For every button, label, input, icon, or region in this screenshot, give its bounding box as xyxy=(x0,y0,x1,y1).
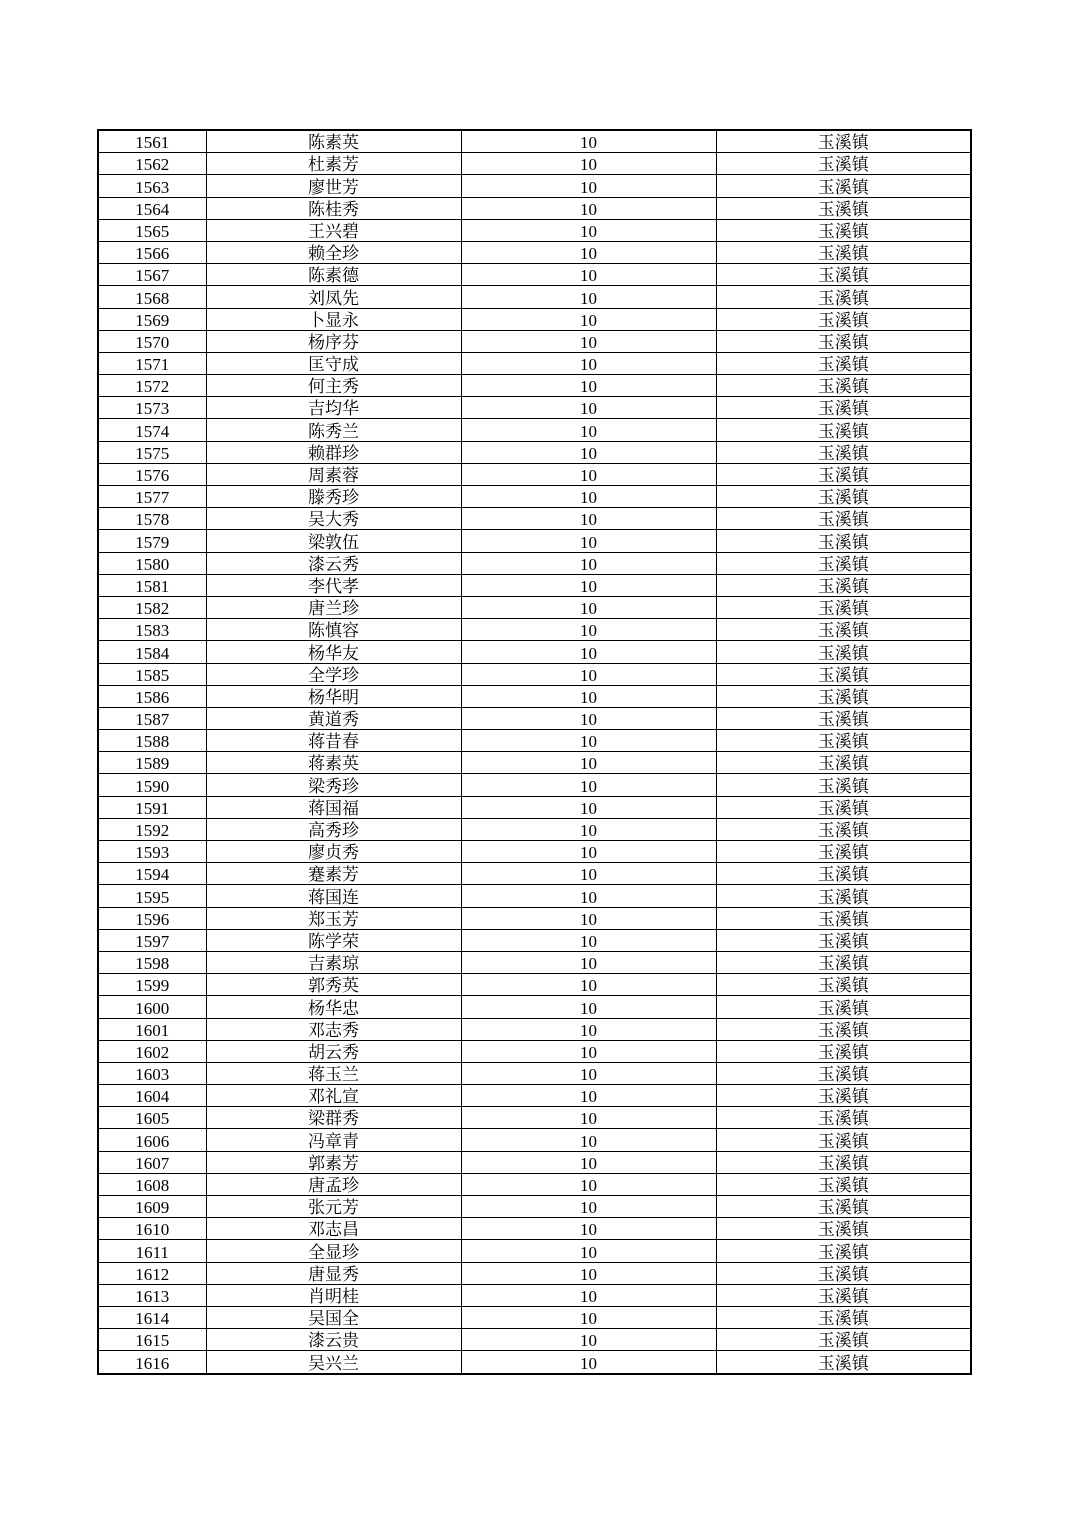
amount-cell: 10 xyxy=(461,486,716,508)
row-number-cell: 1598 xyxy=(98,951,206,973)
row-number-cell: 1576 xyxy=(98,463,206,485)
amount-cell: 10 xyxy=(461,175,716,197)
table-row xyxy=(98,419,971,441)
row-number-cell: 1577 xyxy=(98,486,206,508)
town-cell: 玉溪镇 xyxy=(716,175,971,197)
name-cell: 杨华忠 xyxy=(206,996,461,1018)
town-cell: 玉溪镇 xyxy=(716,951,971,973)
amount-cell: 10 xyxy=(461,1085,716,1107)
name-cell: 邓志昌 xyxy=(206,1218,461,1240)
amount-cell: 10 xyxy=(461,1262,716,1284)
amount-cell: 10 xyxy=(461,1062,716,1084)
table-row xyxy=(98,885,971,907)
amount-cell: 10 xyxy=(461,153,716,175)
town-cell: 玉溪镇 xyxy=(716,863,971,885)
town-cell: 玉溪镇 xyxy=(716,974,971,996)
table-row xyxy=(98,352,971,374)
amount-cell: 10 xyxy=(461,419,716,441)
table-row xyxy=(98,530,971,552)
town-cell: 玉溪镇 xyxy=(716,1351,971,1374)
name-cell: 吴大秀 xyxy=(206,508,461,530)
table-row xyxy=(98,1151,971,1173)
amount-cell: 10 xyxy=(461,596,716,618)
amount-cell: 10 xyxy=(461,1351,716,1374)
table-row xyxy=(98,774,971,796)
amount-cell: 10 xyxy=(461,1107,716,1129)
amount-cell: 10 xyxy=(461,1218,716,1240)
amount-cell: 10 xyxy=(461,907,716,929)
name-cell: 陈秀兰 xyxy=(206,419,461,441)
table-row xyxy=(98,1284,971,1306)
row-number-cell: 1574 xyxy=(98,419,206,441)
town-cell: 玉溪镇 xyxy=(716,1196,971,1218)
town-cell: 玉溪镇 xyxy=(716,1151,971,1173)
amount-cell: 10 xyxy=(461,441,716,463)
row-number-cell: 1597 xyxy=(98,929,206,951)
table-row xyxy=(98,1351,971,1374)
amount-cell: 10 xyxy=(461,1018,716,1040)
name-cell: 赖全珍 xyxy=(206,241,461,263)
town-cell: 玉溪镇 xyxy=(716,463,971,485)
name-cell: 吴兴兰 xyxy=(206,1351,461,1374)
row-number-cell: 1583 xyxy=(98,619,206,641)
row-number-cell: 1600 xyxy=(98,996,206,1018)
table-row xyxy=(98,574,971,596)
amount-cell: 10 xyxy=(461,1173,716,1195)
roster-table xyxy=(97,129,972,1375)
amount-cell: 10 xyxy=(461,130,716,153)
row-number-cell: 1602 xyxy=(98,1040,206,1062)
name-cell: 杨华明 xyxy=(206,685,461,707)
row-number-cell: 1596 xyxy=(98,907,206,929)
row-number-cell: 1581 xyxy=(98,574,206,596)
amount-cell: 10 xyxy=(461,397,716,419)
table-row xyxy=(98,1196,971,1218)
town-cell: 玉溪镇 xyxy=(716,752,971,774)
town-cell: 玉溪镇 xyxy=(716,1284,971,1306)
town-cell: 玉溪镇 xyxy=(716,885,971,907)
amount-cell: 10 xyxy=(461,264,716,286)
name-cell: 冯章青 xyxy=(206,1129,461,1151)
name-cell: 吉素琼 xyxy=(206,951,461,973)
name-cell: 廖贞秀 xyxy=(206,841,461,863)
row-number-cell: 1562 xyxy=(98,153,206,175)
table-row xyxy=(98,596,971,618)
name-cell: 黄道秀 xyxy=(206,707,461,729)
table-row xyxy=(98,863,971,885)
name-cell: 卜显永 xyxy=(206,308,461,330)
amount-cell: 10 xyxy=(461,197,716,219)
row-number-cell: 1571 xyxy=(98,352,206,374)
town-cell: 玉溪镇 xyxy=(716,730,971,752)
town-cell: 玉溪镇 xyxy=(716,441,971,463)
row-number-cell: 1565 xyxy=(98,219,206,241)
row-number-cell: 1568 xyxy=(98,286,206,308)
town-cell: 玉溪镇 xyxy=(716,241,971,263)
row-number-cell: 1567 xyxy=(98,264,206,286)
row-number-cell: 1588 xyxy=(98,730,206,752)
row-number-cell: 1566 xyxy=(98,241,206,263)
table-row xyxy=(98,663,971,685)
town-cell: 玉溪镇 xyxy=(716,197,971,219)
table-row xyxy=(98,1240,971,1262)
table-row xyxy=(98,685,971,707)
amount-cell: 10 xyxy=(461,352,716,374)
amount-cell: 10 xyxy=(461,241,716,263)
row-number-cell: 1611 xyxy=(98,1240,206,1262)
roster-table-body xyxy=(98,130,971,1374)
row-number-cell: 1569 xyxy=(98,308,206,330)
name-cell: 吉均华 xyxy=(206,397,461,419)
row-number-cell: 1572 xyxy=(98,375,206,397)
amount-cell: 10 xyxy=(461,885,716,907)
table-row xyxy=(98,130,971,153)
name-cell: 杨华友 xyxy=(206,641,461,663)
amount-cell: 10 xyxy=(461,818,716,840)
amount-cell: 10 xyxy=(461,685,716,707)
amount-cell: 10 xyxy=(461,730,716,752)
table-row xyxy=(98,1107,971,1129)
row-number-cell: 1612 xyxy=(98,1262,206,1284)
name-cell: 唐显秀 xyxy=(206,1262,461,1284)
town-cell: 玉溪镇 xyxy=(716,375,971,397)
row-number-cell: 1599 xyxy=(98,974,206,996)
name-cell: 唐兰珍 xyxy=(206,596,461,618)
name-cell: 李代孝 xyxy=(206,574,461,596)
table-row xyxy=(98,996,971,1018)
name-cell: 全显珍 xyxy=(206,1240,461,1262)
name-cell: 梁秀珍 xyxy=(206,774,461,796)
name-cell: 匡守成 xyxy=(206,352,461,374)
row-number-cell: 1608 xyxy=(98,1173,206,1195)
row-number-cell: 1613 xyxy=(98,1284,206,1306)
name-cell: 蒋玉兰 xyxy=(206,1062,461,1084)
town-cell: 玉溪镇 xyxy=(716,774,971,796)
town-cell: 玉溪镇 xyxy=(716,286,971,308)
table-row xyxy=(98,1085,971,1107)
name-cell: 陈素德 xyxy=(206,264,461,286)
row-number-cell: 1589 xyxy=(98,752,206,774)
name-cell: 张元芳 xyxy=(206,1196,461,1218)
name-cell: 蒋素英 xyxy=(206,752,461,774)
name-cell: 陈慎容 xyxy=(206,619,461,641)
amount-cell: 10 xyxy=(461,1284,716,1306)
row-number-cell: 1604 xyxy=(98,1085,206,1107)
name-cell: 杨序芬 xyxy=(206,330,461,352)
town-cell: 玉溪镇 xyxy=(716,419,971,441)
amount-cell: 10 xyxy=(461,1329,716,1351)
table-row xyxy=(98,1018,971,1040)
row-number-cell: 1594 xyxy=(98,863,206,885)
table-row xyxy=(98,841,971,863)
row-number-cell: 1614 xyxy=(98,1306,206,1328)
table-row xyxy=(98,1129,971,1151)
row-number-cell: 1606 xyxy=(98,1129,206,1151)
table-row xyxy=(98,153,971,175)
name-cell: 郑玉芳 xyxy=(206,907,461,929)
table-row xyxy=(98,286,971,308)
name-cell: 王兴碧 xyxy=(206,219,461,241)
row-number-cell: 1605 xyxy=(98,1107,206,1129)
row-number-cell: 1593 xyxy=(98,841,206,863)
table-row xyxy=(98,308,971,330)
row-number-cell: 1579 xyxy=(98,530,206,552)
town-cell: 玉溪镇 xyxy=(716,1040,971,1062)
row-number-cell: 1610 xyxy=(98,1218,206,1240)
amount-cell: 10 xyxy=(461,530,716,552)
town-cell: 玉溪镇 xyxy=(716,996,971,1018)
row-number-cell: 1591 xyxy=(98,796,206,818)
town-cell: 玉溪镇 xyxy=(716,596,971,618)
row-number-cell: 1584 xyxy=(98,641,206,663)
amount-cell: 10 xyxy=(461,863,716,885)
amount-cell: 10 xyxy=(461,619,716,641)
town-cell: 玉溪镇 xyxy=(716,308,971,330)
amount-cell: 10 xyxy=(461,774,716,796)
town-cell: 玉溪镇 xyxy=(716,397,971,419)
amount-cell: 10 xyxy=(461,1196,716,1218)
table-row xyxy=(98,951,971,973)
town-cell: 玉溪镇 xyxy=(716,352,971,374)
name-cell: 郭素芳 xyxy=(206,1151,461,1173)
table-row xyxy=(98,796,971,818)
table-row xyxy=(98,441,971,463)
table-row xyxy=(98,730,971,752)
row-number-cell: 1582 xyxy=(98,596,206,618)
table-row xyxy=(98,486,971,508)
town-cell: 玉溪镇 xyxy=(716,1329,971,1351)
amount-cell: 10 xyxy=(461,330,716,352)
table-row xyxy=(98,1262,971,1284)
name-cell: 梁敦伍 xyxy=(206,530,461,552)
town-cell: 玉溪镇 xyxy=(716,641,971,663)
town-cell: 玉溪镇 xyxy=(716,130,971,153)
table-row xyxy=(98,1040,971,1062)
town-cell: 玉溪镇 xyxy=(716,1218,971,1240)
row-number-cell: 1609 xyxy=(98,1196,206,1218)
name-cell: 廖世芳 xyxy=(206,175,461,197)
name-cell: 陈桂秀 xyxy=(206,197,461,219)
amount-cell: 10 xyxy=(461,219,716,241)
town-cell: 玉溪镇 xyxy=(716,219,971,241)
table-row xyxy=(98,752,971,774)
name-cell: 陈素英 xyxy=(206,130,461,153)
table-row xyxy=(98,1329,971,1351)
amount-cell: 10 xyxy=(461,929,716,951)
town-cell: 玉溪镇 xyxy=(716,330,971,352)
table-row xyxy=(98,552,971,574)
town-cell: 玉溪镇 xyxy=(716,907,971,929)
town-cell: 玉溪镇 xyxy=(716,1062,971,1084)
row-number-cell: 1587 xyxy=(98,707,206,729)
town-cell: 玉溪镇 xyxy=(716,685,971,707)
table-row xyxy=(98,707,971,729)
amount-cell: 10 xyxy=(461,508,716,530)
amount-cell: 10 xyxy=(461,375,716,397)
town-cell: 玉溪镇 xyxy=(716,1262,971,1284)
name-cell: 杜素芳 xyxy=(206,153,461,175)
town-cell: 玉溪镇 xyxy=(716,1306,971,1328)
town-cell: 玉溪镇 xyxy=(716,663,971,685)
town-cell: 玉溪镇 xyxy=(716,707,971,729)
town-cell: 玉溪镇 xyxy=(716,818,971,840)
row-number-cell: 1575 xyxy=(98,441,206,463)
amount-cell: 10 xyxy=(461,1040,716,1062)
table-row xyxy=(98,375,971,397)
name-cell: 高秀珍 xyxy=(206,818,461,840)
row-number-cell: 1615 xyxy=(98,1329,206,1351)
amount-cell: 10 xyxy=(461,707,716,729)
amount-cell: 10 xyxy=(461,951,716,973)
amount-cell: 10 xyxy=(461,974,716,996)
name-cell: 滕秀珍 xyxy=(206,486,461,508)
name-cell: 邓礼宣 xyxy=(206,1085,461,1107)
table-row xyxy=(98,397,971,419)
name-cell: 陈学荣 xyxy=(206,929,461,951)
name-cell: 蒋国连 xyxy=(206,885,461,907)
amount-cell: 10 xyxy=(461,1306,716,1328)
name-cell: 吴国全 xyxy=(206,1306,461,1328)
name-cell: 蹇素芳 xyxy=(206,863,461,885)
table-row xyxy=(98,1218,971,1240)
name-cell: 梁群秀 xyxy=(206,1107,461,1129)
name-cell: 漆云贵 xyxy=(206,1329,461,1351)
row-number-cell: 1563 xyxy=(98,175,206,197)
table-row xyxy=(98,197,971,219)
row-number-cell: 1603 xyxy=(98,1062,206,1084)
row-number-cell: 1607 xyxy=(98,1151,206,1173)
amount-cell: 10 xyxy=(461,1151,716,1173)
row-number-cell: 1601 xyxy=(98,1018,206,1040)
amount-cell: 10 xyxy=(461,574,716,596)
name-cell: 蒋国福 xyxy=(206,796,461,818)
amount-cell: 10 xyxy=(461,286,716,308)
town-cell: 玉溪镇 xyxy=(716,1129,971,1151)
table-row xyxy=(98,264,971,286)
row-number-cell: 1564 xyxy=(98,197,206,219)
table-row xyxy=(98,974,971,996)
town-cell: 玉溪镇 xyxy=(716,1107,971,1129)
town-cell: 玉溪镇 xyxy=(716,929,971,951)
name-cell: 何主秀 xyxy=(206,375,461,397)
row-number-cell: 1616 xyxy=(98,1351,206,1374)
amount-cell: 10 xyxy=(461,841,716,863)
row-number-cell: 1595 xyxy=(98,885,206,907)
town-cell: 玉溪镇 xyxy=(716,552,971,574)
row-number-cell: 1590 xyxy=(98,774,206,796)
row-number-cell: 1586 xyxy=(98,685,206,707)
name-cell: 蒋昔春 xyxy=(206,730,461,752)
table-row xyxy=(98,619,971,641)
town-cell: 玉溪镇 xyxy=(716,574,971,596)
amount-cell: 10 xyxy=(461,552,716,574)
amount-cell: 10 xyxy=(461,1129,716,1151)
town-cell: 玉溪镇 xyxy=(716,841,971,863)
amount-cell: 10 xyxy=(461,663,716,685)
name-cell: 郭秀英 xyxy=(206,974,461,996)
amount-cell: 10 xyxy=(461,641,716,663)
town-cell: 玉溪镇 xyxy=(716,1085,971,1107)
table-row xyxy=(98,818,971,840)
table-row xyxy=(98,1306,971,1328)
row-number-cell: 1592 xyxy=(98,818,206,840)
town-cell: 玉溪镇 xyxy=(716,508,971,530)
town-cell: 玉溪镇 xyxy=(716,486,971,508)
table-row xyxy=(98,219,971,241)
table-row xyxy=(98,1062,971,1084)
table-row xyxy=(98,330,971,352)
name-cell: 肖明桂 xyxy=(206,1284,461,1306)
town-cell: 玉溪镇 xyxy=(716,619,971,641)
name-cell: 漆云秀 xyxy=(206,552,461,574)
amount-cell: 10 xyxy=(461,1240,716,1262)
amount-cell: 10 xyxy=(461,996,716,1018)
table-row xyxy=(98,175,971,197)
row-number-cell: 1585 xyxy=(98,663,206,685)
name-cell: 周素蓉 xyxy=(206,463,461,485)
row-number-cell: 1573 xyxy=(98,397,206,419)
town-cell: 玉溪镇 xyxy=(716,1018,971,1040)
name-cell: 邓志秀 xyxy=(206,1018,461,1040)
name-cell: 赖群珍 xyxy=(206,441,461,463)
table-row xyxy=(98,1173,971,1195)
amount-cell: 10 xyxy=(461,796,716,818)
table-row xyxy=(98,907,971,929)
row-number-cell: 1578 xyxy=(98,508,206,530)
amount-cell: 10 xyxy=(461,463,716,485)
town-cell: 玉溪镇 xyxy=(716,530,971,552)
town-cell: 玉溪镇 xyxy=(716,1240,971,1262)
name-cell: 全学珍 xyxy=(206,663,461,685)
table-row xyxy=(98,463,971,485)
town-cell: 玉溪镇 xyxy=(716,153,971,175)
town-cell: 玉溪镇 xyxy=(716,796,971,818)
row-number-cell: 1561 xyxy=(98,130,206,153)
name-cell: 刘凤先 xyxy=(206,286,461,308)
table-row xyxy=(98,641,971,663)
table-row xyxy=(98,929,971,951)
name-cell: 胡云秀 xyxy=(206,1040,461,1062)
table-row xyxy=(98,241,971,263)
row-number-cell: 1580 xyxy=(98,552,206,574)
town-cell: 玉溪镇 xyxy=(716,1173,971,1195)
town-cell: 玉溪镇 xyxy=(716,264,971,286)
amount-cell: 10 xyxy=(461,308,716,330)
amount-cell: 10 xyxy=(461,752,716,774)
table-row xyxy=(98,508,971,530)
row-number-cell: 1570 xyxy=(98,330,206,352)
name-cell: 唐孟珍 xyxy=(206,1173,461,1195)
